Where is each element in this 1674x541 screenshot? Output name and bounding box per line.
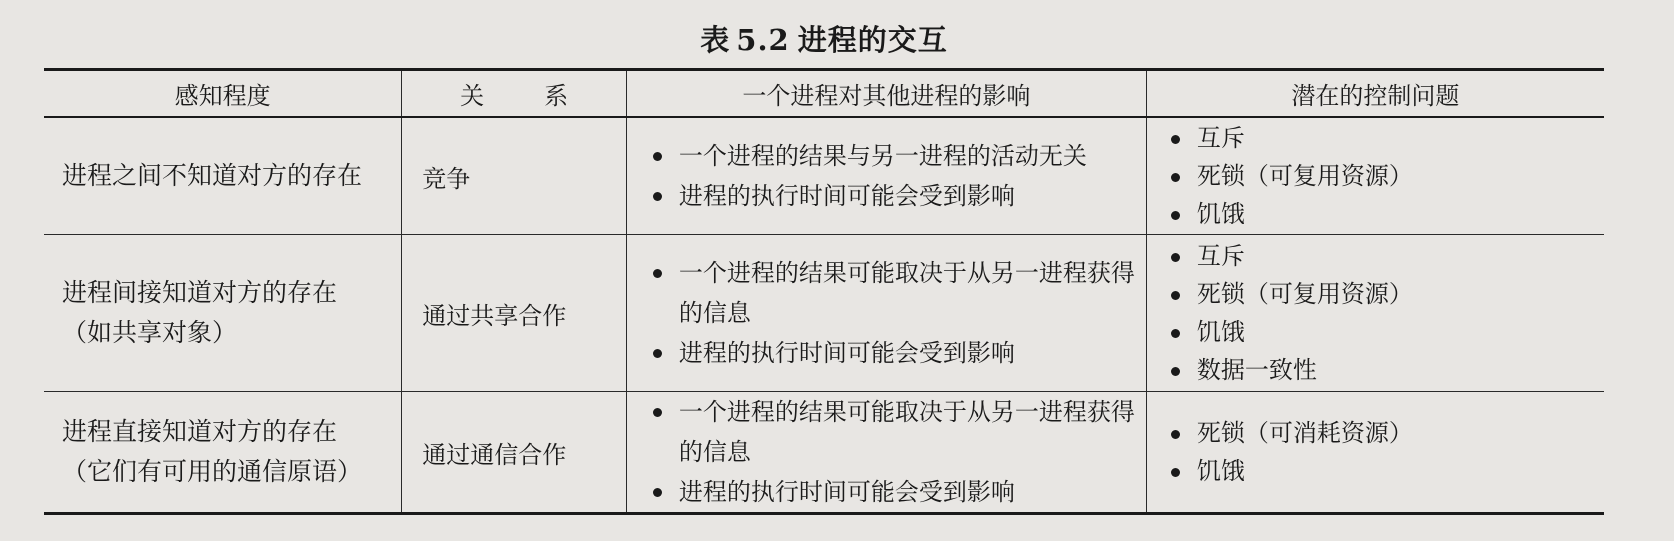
header-relation (402, 70, 627, 118)
awareness-cell (44, 392, 402, 514)
influence-item: 进程的执行时间可能会受到影响 (649, 472, 1146, 512)
control-item: 死锁（可复用资源） (1167, 275, 1604, 313)
table-row (44, 117, 1604, 235)
control-list (1167, 414, 1604, 490)
awareness-line: 进程直接知道对方的存在 (62, 417, 338, 446)
influence-item: 进程的执行时间可能会受到影响 (649, 176, 1146, 216)
control-cell (1146, 392, 1604, 514)
control-item: 死锁（可消耗资源） (1167, 414, 1604, 452)
header-influence: 一个进程对其他进程的影响 (626, 70, 1146, 118)
awareness-cell (44, 235, 402, 392)
influence-item: 一个进程的结果与另一进程的活动无关 (649, 136, 1146, 176)
control-list (1167, 119, 1604, 233)
influence-list (649, 136, 1146, 216)
process-interaction-table (44, 68, 1604, 515)
control-item: 数据一致性 (1167, 351, 1604, 389)
relation-cell: 通过通信合作 (402, 392, 627, 514)
control-item: 饥饿 (1167, 452, 1604, 490)
control-item: 互斥 (1167, 237, 1604, 275)
header-relation-char-1: 关 (460, 82, 485, 110)
awareness-line: 进程间接知道对方的存在 (62, 278, 338, 307)
header-row (44, 70, 1604, 118)
influence-list (649, 392, 1146, 512)
control-cell (1146, 117, 1604, 235)
header-relation-char-2: 系 (544, 82, 569, 110)
table-row (44, 392, 1604, 514)
awareness-cell (44, 117, 402, 235)
control-cell (1146, 235, 1604, 392)
caption-prefix: 表 (700, 23, 731, 57)
influence-cell (626, 392, 1146, 514)
relation-cell: 通过共享合作 (402, 235, 627, 392)
influence-item: 一个进程的结果可能取决于从另一进程获得的信息 (649, 392, 1146, 472)
control-list (1167, 237, 1604, 389)
header-control: 潜在的控制问题 (1146, 70, 1604, 118)
header-awareness: 感知程度 (44, 70, 402, 118)
control-item: 互斥 (1167, 119, 1604, 157)
awareness-line: （它们有可用的通信原语） (62, 457, 363, 486)
influence-cell (626, 235, 1146, 392)
control-item: 饥饿 (1167, 313, 1604, 351)
caption-number: 5.2 (736, 23, 790, 57)
caption-title: 进程的交互 (797, 23, 948, 57)
relation-cell: 竞争 (402, 117, 627, 235)
control-item: 饥饿 (1167, 195, 1604, 233)
table-row (44, 235, 1604, 392)
awareness-line: （如共享对象） (62, 318, 238, 347)
control-item: 死锁（可复用资源） (1167, 157, 1604, 195)
awareness-line: 进程之间不知道对方的存在 (62, 161, 363, 190)
influence-list (649, 253, 1146, 373)
table-caption (44, 18, 1604, 59)
influence-item: 进程的执行时间可能会受到影响 (649, 333, 1146, 373)
influence-item: 一个进程的结果可能取决于从另一进程获得的信息 (649, 253, 1146, 333)
influence-cell (626, 117, 1146, 235)
